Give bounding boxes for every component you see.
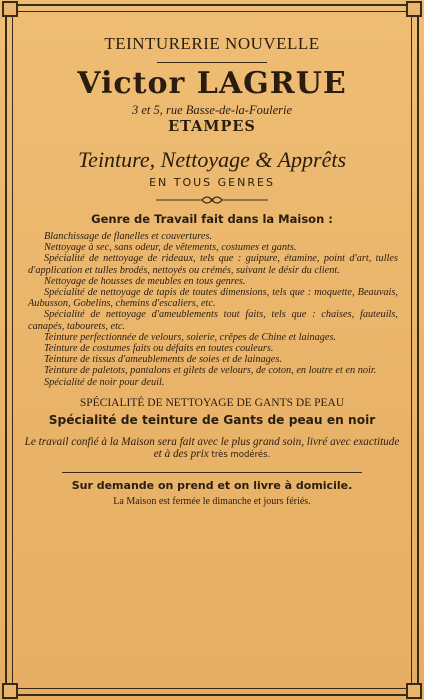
city: ETAMPES [168,118,256,135]
divider [62,472,362,473]
list-item: Teinture de tissus d'ameublements de soies et de lainages. [44,354,282,366]
list-item: Spécialité de nettoyage de rideaux, tels que : guipure, étamine, point d'art, tulles d'application et tulles brodés, nettoyés ou crémés, suivant le désir du client. [28,253,398,276]
work-section-heading: Genre de Travail fait dans la Maison : [91,212,333,226]
address: 3 et 5, rue Basse-de-la-Foulerie [131,103,293,117]
guarantee-main: Le travail confié à la Maison sera fait avec le plus grand soin, livré avec exactitude et à des prix [24,435,400,461]
specialty-gloves-dyeing: Spécialité de teinture de Gants de peau en noir [48,412,376,427]
list-item: Nettoyage à sec, sans odeur, de vêtements, costumes et gants. [44,242,297,254]
business-type: TEINTURERIE NOUVELLE [104,34,320,53]
price-note: très modérés. [211,450,271,461]
corner-ornament [406,1,422,17]
list-item: Spécialité de nettoyage de tapis de toutes dimensions, tels que : moquette, Beauvais, Aubusson, Gobelins, chemins d'escaliers, etc. [28,287,398,310]
page-content [22,28,402,508]
guarantee-text [22,436,402,462]
corner-ornament [2,683,18,699]
corner-ornament [2,1,18,17]
list-item: Teinture de costumes faits ou défaits en toutes couleurs. [44,343,274,355]
list-item: Teinture de paletots, pantalons et gilets de velours, de coton, en loutre et en noir. [44,365,377,377]
closing-notice: La Maison est fermée le dimanche et jours fériés. [113,495,311,507]
flourish-ornament [152,194,272,206]
divider [157,62,267,63]
services-subtitle: EN TOUS GENRES [149,176,275,189]
specialty-gloves-cleaning: SPÉCIALITÉ DE NETTOYAGE DE GANTS DE PEAU [79,396,345,409]
owner-name: Victor LAGRUE [77,66,347,101]
services-title: Teinture, Nettoyage & Apprêts [77,147,347,172]
work-list [28,231,398,388]
list-item: Nettoyage de housses de meubles en tous genres. [44,275,246,287]
list-item: Teinture perfectionnée de velours, soierie, crêpes de Chine et lainages. [44,331,337,343]
list-item: Spécialité de noir pour deuil. [44,376,165,388]
list-item: Spécialité de nettoyage d'ameublements tout faits, tels que : chaises, fauteuils, canapés, tabourets, etc. [28,309,398,332]
delivery-notice: Sur demande on prend et on livre à domicile. [71,478,353,492]
list-item: Blanchissage de flanelles et couvertures. [44,231,213,242]
corner-ornament [406,683,422,699]
